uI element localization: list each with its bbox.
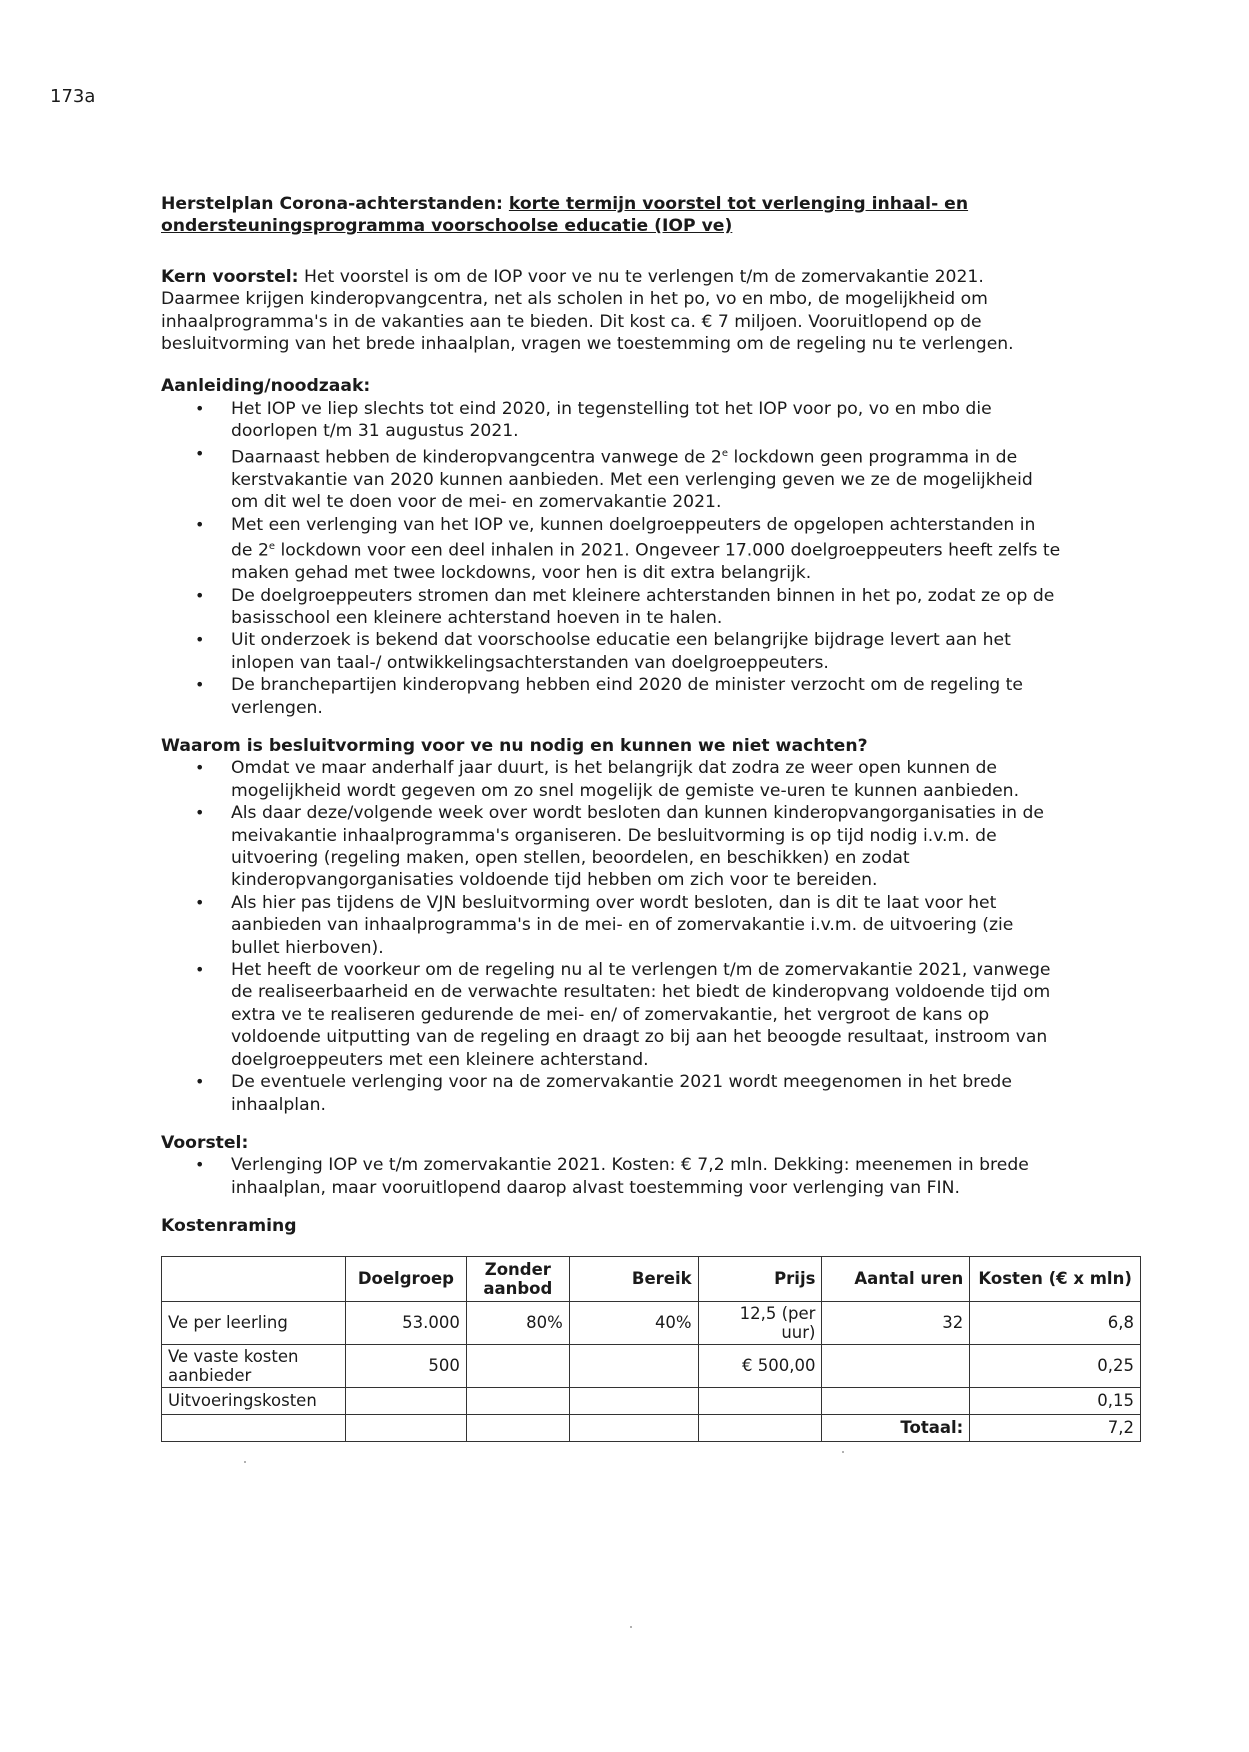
table-cell	[466, 1414, 569, 1441]
table-cell: 12,5 (per uur)	[698, 1301, 822, 1344]
list-item: • Het IOP ve liep slechts tot eind 2020, in tegenstelling tot het IOP voor po, vo en mbo die doorlopen t/m 31 augustus 2021.	[161, 398, 1061, 443]
kern-label: Kern voorstel:	[161, 266, 299, 287]
total-label: Totaal:	[822, 1414, 970, 1441]
table-header-row	[162, 1256, 1141, 1301]
list-item: • Als hier pas tijdens de VJN besluitvorming over wordt besloten, dan is dit te laat voor het aanbieden van inhaalprogramma's in de mei- en of zomervakantie i.v.m. de uitvoering (zie bullet hierboven).	[161, 892, 1061, 959]
document-title	[161, 193, 1061, 238]
table-row	[162, 1344, 1141, 1387]
waarom-heading: Waarom is besluitvorming voor ve nu nodig en kunnen we niet wachten?	[161, 736, 868, 756]
table-cell	[345, 1414, 466, 1441]
table-cell	[466, 1344, 569, 1387]
list-item: • De eventuele verlenging voor na de zomervakantie 2021 wordt meegenomen in het brede inhaalplan.	[161, 1071, 1061, 1116]
header-cell	[162, 1256, 346, 1301]
aanleiding-list	[161, 398, 1061, 719]
list-item: • Verlenging IOP ve t/m zomervakantie 2021. Kosten: € 7,2 mln. Dekking: meenemen in brede inhaalplan, maar vooruitlopend daarop alvast toestemming voor verlenging van FIN.	[161, 1154, 1061, 1199]
title-underlined: korte termijn voorstel tot verlenging inhaal- en ondersteuningsprogramma voorschoolse educatie (IOP ve)	[161, 194, 969, 237]
text-fragment: lockdown geen programma in de kerstvakantie van 2020 kunnen aanbieden. Met een verlenging geven we ze de mogelijkheid om dit wel te doen voor de mei- en zomervakantie 2021.	[231, 447, 1033, 513]
header-cell: Zonder aanbod	[466, 1256, 569, 1301]
table-row	[162, 1301, 1141, 1344]
text-fragment: Met een verlenging van het IOP ve, kunnen doelgroeppeuters de opgelopen achterstanden in de 2	[231, 514, 1036, 561]
table-total-row	[162, 1414, 1141, 1441]
list-item: • Als daar deze/volgende week over wordt besloten dan kunnen kinderopvangorganisaties in de meivakantie inhaalprogramma's organiseren. De besluitvorming is op tijd nodig i.v.m. de uitvoering (regeling maken, open stellen, beoordelen, en beschikken) en zodat kinderopvangorganisaties voldoende tijd hebben om zich voor te bereiden.	[161, 802, 1061, 892]
kern-voorstel-paragraph	[161, 266, 1061, 356]
table-cell	[345, 1387, 466, 1414]
list-item: • De doelgroeppeuters stromen dan met kleinere achterstanden binnen in het po, zodat ze op de basisschool een kleinere achterstand hoeven in te halen.	[161, 585, 1061, 630]
table-cell: Uitvoeringskosten	[162, 1387, 346, 1414]
table-cell	[466, 1387, 569, 1414]
table-cell: 53.000	[345, 1301, 466, 1344]
table-cell: 0,15	[970, 1387, 1141, 1414]
table-cell	[822, 1387, 970, 1414]
table-cell: 32	[822, 1301, 970, 1344]
text-fragment: Daarnaast hebben de kinderopvangcentra vanwege de 2	[231, 447, 722, 468]
table-cell: € 500,00	[698, 1344, 822, 1387]
list-item	[161, 514, 1061, 585]
table-cell: 80%	[466, 1301, 569, 1344]
table-cell	[698, 1387, 822, 1414]
table-cell	[569, 1387, 698, 1414]
list-item: • Het heeft de voorkeur om de regeling nu al te verlengen t/m de zomervakantie 2021, vanwege de realiseerbaarheid en de verwachte resultaten: het biedt de kinderopvang voldoende tijd om extra ve te realiseren gedurende de mei- en/ of zomervakantie, het vergroot de kans op voldoende uitputting van de regeling en draagt zo bij aan het beoogde resultaat, instroom van doelgroeppeuters met een kleinere achterstand.	[161, 959, 1061, 1071]
kern-text: Het voorstel is om de IOP voor ve nu te verlengen t/m de zomervakantie 2021. Daarmee krijgen kinderopvangcentra, net als scholen in het po, vo en mbo, de mogelijkheid om inhaalprogramma's in de vakanties aan te bieden. Dit kost ca. € 7 miljoen. Vooruitlopend op de besluitvorming van het brede inhaalplan, vragen we toestemming om de regeling nu te verlengen.	[161, 266, 1014, 355]
superscript: e	[268, 541, 276, 553]
text-fragment: lockdown voor een deel inhalen in 2021. Ongeveer 17.000 doelgroeppeuters heeft zelfs te maken gehad met twee lockdowns, voor hen is dit extra belangrijk.	[231, 540, 1061, 584]
voorstel-list	[161, 1154, 1061, 1199]
header-cell: Doelgroep	[345, 1256, 466, 1301]
table-cell	[822, 1344, 970, 1387]
scan-speck	[630, 1626, 632, 1628]
table-row	[162, 1387, 1141, 1414]
table-cell: 6,8	[970, 1301, 1141, 1344]
table-cell: Ve vaste kosten aanbieder	[162, 1344, 346, 1387]
document-body	[161, 193, 1134, 1442]
aanleiding-heading: Aanleiding/noodzaak:	[161, 376, 371, 397]
table-cell: 0,25	[970, 1344, 1141, 1387]
header-cell: Prijs	[698, 1256, 822, 1301]
header-cell: Aantal uren	[822, 1256, 970, 1301]
list-item	[161, 443, 1061, 514]
page-number: 173a	[50, 86, 96, 107]
list-item: • De branchepartijen kinderopvang hebben eind 2020 de minister verzocht om de regeling te verlengen.	[161, 674, 1061, 719]
total-value: 7,2	[970, 1414, 1141, 1441]
waarom-list	[161, 757, 1061, 1116]
cost-table	[161, 1256, 1141, 1442]
table-cell	[698, 1414, 822, 1441]
voorstel-heading: Voorstel:	[161, 1132, 249, 1153]
header-cell: Bereik	[569, 1256, 698, 1301]
table-cell: Ve per leerling	[162, 1301, 346, 1344]
kostenraming-heading: Kostenraming	[161, 1216, 297, 1237]
table-cell	[569, 1344, 698, 1387]
superscript: e	[721, 447, 729, 459]
header-cell: Kosten (€ x mln)	[970, 1256, 1141, 1301]
list-item: • Omdat ve maar anderhalf jaar duurt, is het belangrijk dat zodra ze weer open kunnen de mogelijkheid wordt gegeven om zo snel mogelijk de gemiste ve-uren te kunnen aanbieden.	[161, 757, 1061, 802]
table-cell	[569, 1414, 698, 1441]
list-item: • Uit onderzoek is bekend dat voorschoolse educatie een belangrijke bijdrage levert aan het inlopen van taal-/ ontwikkelingsachterstanden van doelgroeppeuters.	[161, 629, 1061, 674]
table-cell: 500	[345, 1344, 466, 1387]
table-cell: 40%	[569, 1301, 698, 1344]
title-prefix: Herstelplan Corona-achterstanden:	[161, 194, 509, 214]
scan-speck	[842, 1451, 844, 1453]
table-cell	[162, 1414, 346, 1441]
scan-speck	[244, 1461, 246, 1463]
